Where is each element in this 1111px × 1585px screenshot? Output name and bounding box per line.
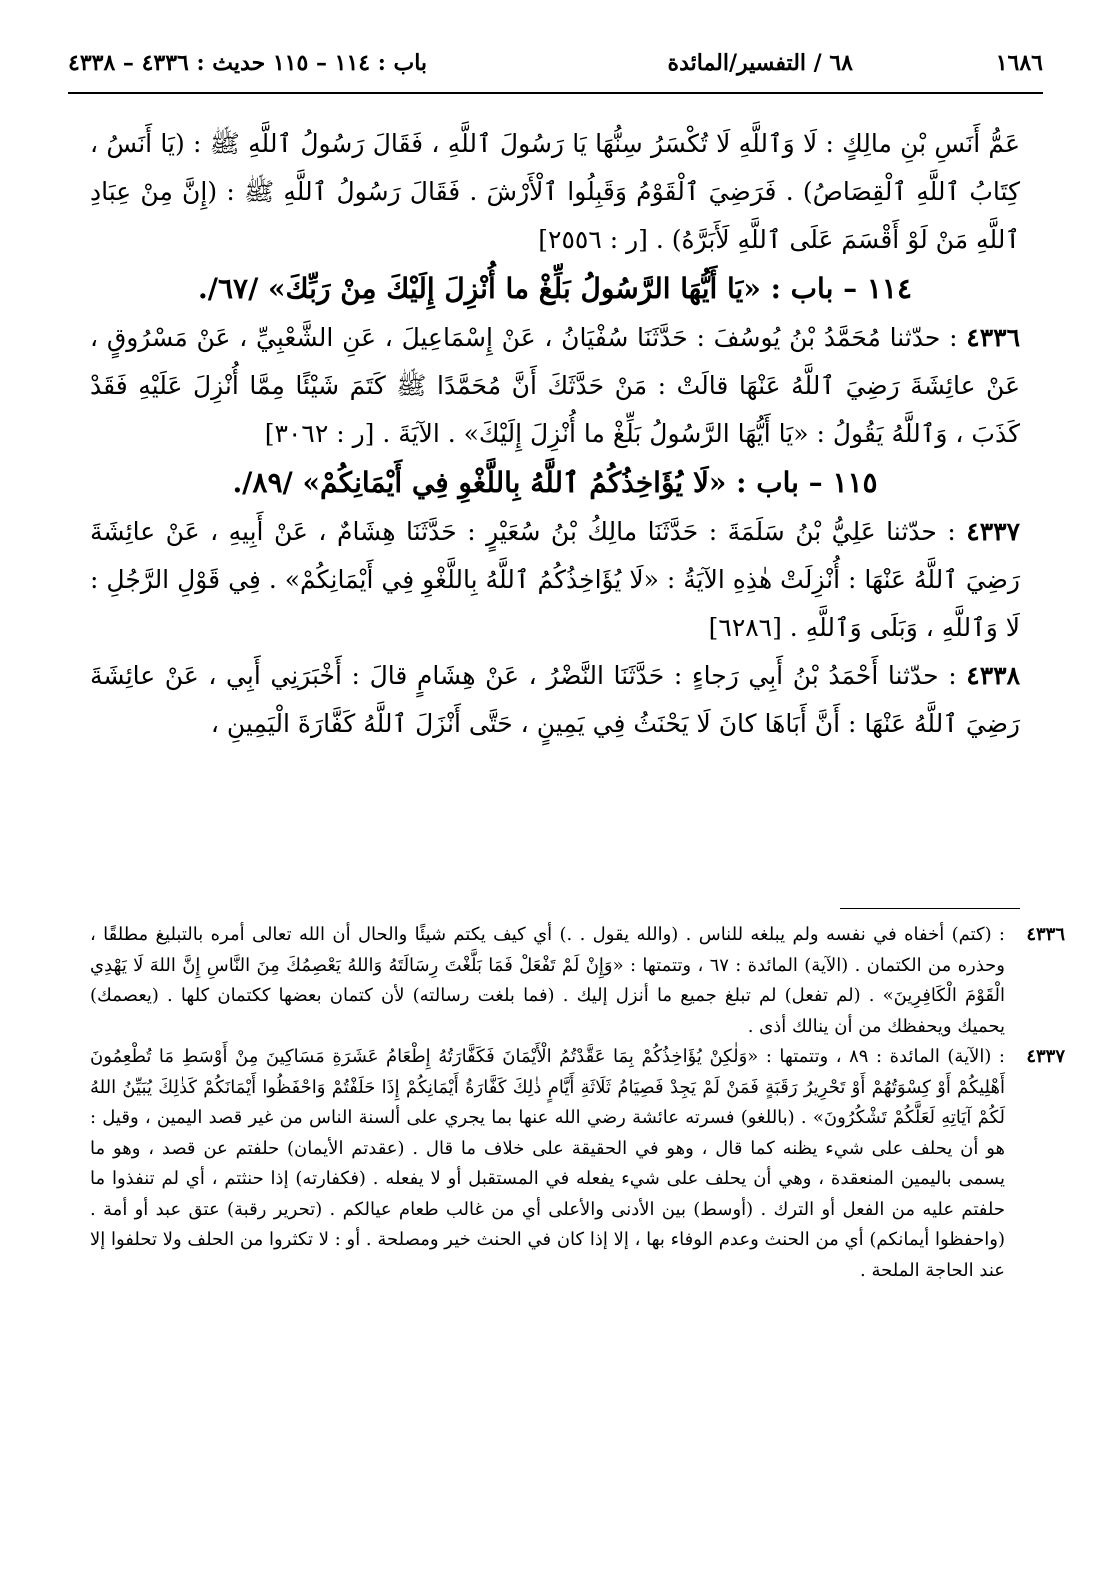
footnotes: [90, 920, 1065, 1286]
hadith-text: : حدّثنا عَلِيُّ بْنُ سَلَمَةَ : حَدَّثَنَا مالِكُ بْنُ سُعَيْرٍ : حَدَّثَنَا هِشَامٌ ، عَنْ أَبِيهِ ، عَنْ عائِشَةَ رَضِيَ ٱللَّهُ عَنْهَا : أُنْزِلَتْ هٰذِهِ الآيَةُ : «لَا يُؤَاخِذُكُمُ ٱللَّهُ بِاللَّغْوِ فِي أَيْمَانِكُمْ» . فِي قَوْلِ الرَّجُلِ : لَا وَٱللَّهِ ، وَبَلَى وَٱللَّهِ . [٦٢٨٦]: [90, 517, 1020, 642]
chapter-heading-114: ١١٤ – باب : «يَا أَيُّهَا الرَّسُولُ بَلِّغْ ما أُنْزِلَ إِلَيْكَ مِنْ رَبِّكَ» /٦٧/.: [198, 272, 912, 305]
footnote-number: ٤٣٣٦: [1026, 924, 1065, 945]
hadith-4338: [90, 652, 1020, 748]
footnote-4336: [90, 920, 1065, 1042]
main-text: [90, 120, 1020, 748]
footnote-text: : (الآية) المائدة : ٨٩ ، وتتمتها : «وَلٰكِنْ يُؤَاخِذُكُمْ بِمَا عَقَّدْتُمُ الْأَيْمَانَ فَكَفَّارَتُهُ إِطْعَامُ عَشَرَةِ مَسَاكِينَ مِنْ أَوْسَطِ مَا تُطْعِمُونَ أَهْلِيكُمْ أَوْ كِسْوَتُهُمْ أَوْ تَحْرِيرُ رَقَبَةٍ فَمَنْ لَمْ يَجِدْ فَصِيَامُ ثَلَاثَةِ أَيَّامٍ ذٰلِكَ كَفَّارَةُ أَيْمَانِكُمْ إِذَا حَلَفْتُمْ وَاحْفَظُوا أَيْمَانَكُمْ كَذٰلِكَ يُبَيِّنُ اللهُ لَكُمْ آيَاتِهِ لَعَلَّكُمْ تَشْكُرُونَ» . (باللغو) فسرته عائشة رضي الله عنها بما يجري على ألسنة الناس من غير قصد اليمين ، وقيل : هو أن يحلف على شيء يظنه كما قال ، وهو في الحقيقة على خلاف ما قال . (عقدتم الأيمان) حلفتم عن قصد ، وهو ما يسمى باليمين المنعقدة ، وهي أن يحلف على شيء يفعله في المستقبل أو لا يفعله . (فكفارته) إذا حنثتم ، أي لم تنفذوا ما حلفتم عليه من الفعل أو الترك . (أوسط) بين الأدنى والأعلى أي من غالب طعام عيالكم . (تحرير رقبة) عتق عبد أو أمة . (واحفظوا أيمانكم) أي من الحنث وعدم الوفاء بها ، إلا إذا كان في الحنث خير ومصلحة . أو : لا تكثروا من الحلف ولا تحلفوا إلا عند الحاجة الملحة .: [90, 1046, 1005, 1281]
hadith-4337: [90, 508, 1020, 652]
page-number: ١٦٨٦: [995, 50, 1043, 76]
page-header: [68, 44, 1043, 84]
footnote-rule: [840, 908, 1020, 909]
header-rule: [68, 92, 1043, 94]
footnote-4337: [90, 1042, 1065, 1286]
hadith-text: : حدّثنا مُحَمَّدُ بْنُ يُوسُفَ : حَدَّثَنَا سُفْيَانُ ، عَنْ إِسْمَاعِيلَ ، عَنِ الشَّعْبِيِّ ، عَنْ مَسْرُوقٍ ، عَنْ عائِشَةَ رَضِيَ ٱللَّهُ عَنْهَا قالَتْ : مَنْ حَدَّثَكَ أَنَّ مُحَمَّدًا ﷺ كَتَمَ شَيْئًا مِمَّا أُنْزِلَ عَلَيْهِ فَقَدْ كَذَبَ ، وَٱللَّهُ يَقُولُ : «يَا أَيُّهَا الرَّسُولُ بَلِّغْ ما أُنْزِلَ إِلَيْكَ» . الآيَةَ . [ر : ٣٠٦٢]: [90, 323, 1020, 448]
chapter-heading-115: ١١٥ – باب : «لَا يُؤَاخِذُكُمُ ٱللَّهُ بِاللَّغْوِ فِي أَيْمَانِكُمْ» /٨٩/.: [232, 466, 878, 499]
hadith-4336: [90, 314, 1020, 458]
book-title: ٦٨ / التفسير/المائدة: [667, 50, 853, 76]
chapter-hadith-reference: باب : ١١٤ – ١١٥ حديث : ٤٣٣٦ – ٤٣٣٨: [68, 50, 428, 76]
footnote-number: ٤٣٣٧: [1026, 1046, 1065, 1067]
hadith-number: ٤٣٣٧: [966, 517, 1020, 546]
continued-hadith: عَمُّ أَنَسِ بْنِ مالِكٍ : لَا وَٱللَّهِ لَا تُكْسَرُ سِنُّهَا يَا رَسُولَ ٱللَّهِ ، فَقَالَ رَسُولُ ٱللَّهِ ﷺ : (يَا أَنَسُ ، كِتَابُ ٱللَّهِ ٱلْقِصَاصُ) . فَرَضِيَ ٱلْقَوْمُ وَقَبِلُوا ٱلْأَرْشَ . فَقَالَ رَسُولُ ٱللَّهِ ﷺ : (إِنَّ مِنْ عِبَادِ ٱللَّهِ مَنْ لَوْ أَقْسَمَ عَلَى ٱللَّهِ لَأَبَرَّهُ) . [ر : ٢٥٥٦]: [90, 129, 1020, 254]
hadith-number: ٤٣٣٦: [966, 323, 1020, 352]
footnote-text: : (كتم) أخفاه في نفسه ولم يبلغه للناس . (والله يقول . .) أي كيف يكتم شيئًا والحال أن الله تعالى أمره بالتبليغ مطلقًا ، وحذره من الكتمان . (الآية) المائدة : ٦٧ ، وتتمتها : «وَإِنْ لَمْ تَفْعَلْ فَمَا بَلَّغْتَ رِسَالَتَهُ وَاللهُ يَعْصِمُكَ مِنَ النَّاسِ إِنَّ اللهَ لَا يَهْدِي الْقَوْمَ الْكَافِرِينَ» . (لم تفعل) لم تبلغ جميع ما أنزل إليك . (فما بلغت رسالته) لأن كتمان بعضها ككتمان كلها . (يعصمك) يحميك ويحفظك من أن ينالك أذى .: [90, 924, 1006, 1037]
hadith-text: : حدّثنا أَحْمَدُ بْنُ أَبِي رَجاءٍ : حَدَّثَنَا النَّضْرُ ، عَنْ هِشَامٍ قالَ : أَخْبَرَنِي أَبِي ، عَنْ عائِشَةَ رَضِيَ ٱللَّهُ عَنْهَا : أَنَّ أَبَاهَا كانَ لَا يَحْنَثُ فِي يَمِينٍ ، حَتَّى أَنْزَلَ ٱللَّهُ كَفَّارَةَ الْيَمِينِ ،: [90, 661, 1020, 738]
hadith-number: ٤٣٣٨: [966, 661, 1020, 690]
